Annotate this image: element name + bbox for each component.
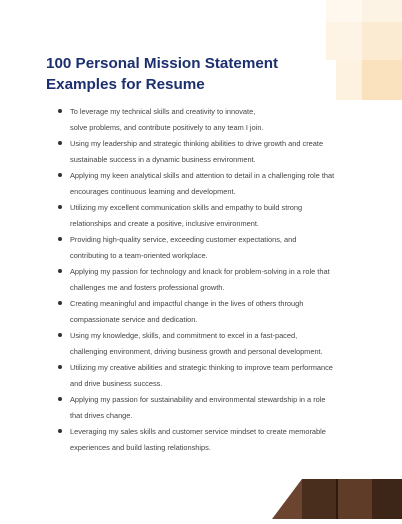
list-item: [58, 200, 358, 231]
list-item-text: Using my leadership and strategic thinking abilities to drive growth and create: [70, 139, 324, 148]
corner-tiles-graphic: [272, 467, 402, 519]
list-item-text: Applying my passion for technology and knack for problem-solving in a role that: [70, 267, 330, 276]
list-item-text: Utilizing my creative abilities and strategic thinking to improve team performance: [70, 363, 333, 372]
list-item: [58, 392, 358, 423]
document-title: [46, 53, 306, 95]
list-item: [58, 360, 358, 391]
list-item-text: challenges me and fosters professional growth.: [70, 282, 225, 292]
list-item-text: Using my knowledge, skills, and commitment to excel in a fast-paced,: [70, 331, 298, 340]
bullet-icon: [58, 301, 62, 305]
list-item: [58, 104, 358, 135]
top-corner-decoration: [312, 0, 402, 110]
bullet-icon: [58, 333, 62, 337]
list-item: [58, 264, 358, 295]
list-item: [58, 232, 358, 263]
list-item-text: Creating meaningful and impactful change in the lives of others through: [70, 299, 304, 308]
list-item-text: To leverage my technical skills and creativity to innovate,: [70, 107, 256, 116]
list-item-text: Applying my passion for sustainability and environmental stewardship in a role: [70, 395, 326, 404]
list-item: [58, 328, 358, 359]
list-item-text: relationships and create a positive, inclusive environment.: [70, 218, 259, 228]
list-item-text: sustainable success in a dynamic business environment.: [70, 154, 256, 164]
list-item-text: and drive business success.: [70, 378, 163, 388]
list-item-text: solve problems, and contribute positively to any team I join.: [70, 122, 264, 132]
list-item-text: Providing high-quality service, exceeding customer expectations, and: [70, 235, 297, 244]
bullet-icon: [58, 365, 62, 369]
bullet-icon: [58, 237, 62, 241]
list-item: [58, 168, 358, 199]
list-item-text: Utilizing my excellent communication skills and empathy to build strong: [70, 203, 303, 212]
bottom-corner-decoration: [272, 467, 402, 519]
list-item-text: that drives change.: [70, 410, 133, 420]
list-item-text: contributing to a team-oriented workplace.: [70, 250, 208, 260]
list-item-text: Leveraging my sales skills and customer service mindset to create memorable: [70, 427, 326, 436]
list-item-text: compassionate service and dedication.: [70, 314, 198, 324]
list-item-text: Applying my keen analytical skills and attention to detail in a challenging role that: [70, 171, 335, 180]
bullet-icon: [58, 141, 62, 145]
list-item: [58, 424, 358, 455]
bullet-icon: [58, 109, 62, 113]
bullet-icon: [58, 205, 62, 209]
list-item: [58, 296, 358, 327]
list-item-text: challenging environment, driving business growth and personal development.: [70, 346, 323, 356]
statement-list: [58, 104, 358, 456]
bullet-icon: [58, 173, 62, 177]
title-line-2: Examples for Resume: [46, 76, 205, 93]
bullet-icon: [58, 269, 62, 273]
bullet-icon: [58, 397, 62, 401]
list-item-text: encourages continuous learning and development.: [70, 186, 236, 196]
title-line-1: 100 Personal Mission Statement: [46, 55, 279, 72]
bullet-icon: [58, 429, 62, 433]
list-item-text: experiences and build lasting relationships.: [70, 442, 211, 452]
list-item: [58, 136, 358, 167]
